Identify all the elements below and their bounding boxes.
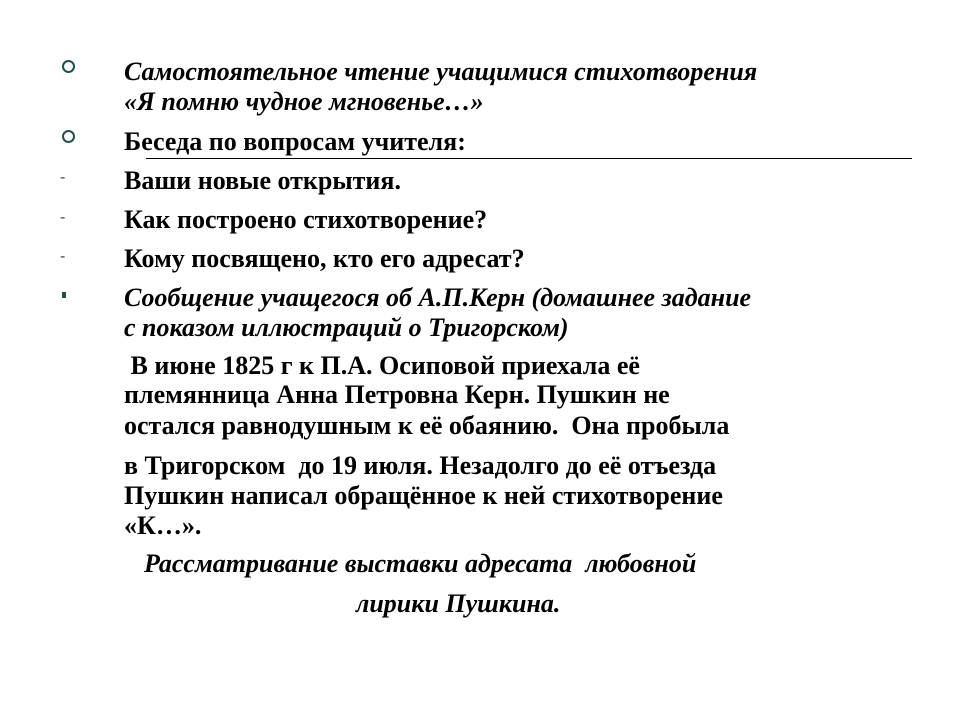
ring-bullet-icon bbox=[62, 130, 75, 143]
divider-line bbox=[146, 158, 912, 159]
item-4-line-1: Как построено стихотворение? bbox=[124, 205, 488, 234]
closing-line-1: Рассматривание выставки адресата любовной bbox=[144, 549, 697, 578]
item-1-line-2: «Я помню чудное мгновенье…» bbox=[124, 87, 484, 116]
paragraph-line-1: В июне 1825 г к П.А. Осиповой приехала её bbox=[124, 351, 640, 380]
closing-line-2: лирики Пушкина. bbox=[356, 589, 561, 618]
square-bullet-icon bbox=[62, 292, 66, 298]
dash-bullet-icon: - bbox=[60, 209, 66, 226]
item-1-line-1: Самостоятельное чтение учащимися стихотворения bbox=[124, 57, 758, 86]
item-6-line-2: с показом иллюстраций о Тригорском) bbox=[124, 313, 569, 342]
item-2-line-1: Беседа по вопросам учителя: bbox=[124, 127, 466, 156]
paragraph-line-4: в Тригорском до 19 июля. Незадолго до её отъезда bbox=[124, 451, 717, 480]
dash-bullet-icon: - bbox=[60, 248, 66, 265]
dash-bullet-icon: - bbox=[60, 169, 66, 186]
ring-bullet-icon bbox=[62, 60, 75, 73]
paragraph-line-5: Пушкин написал обращённое к ней стихотворение bbox=[124, 481, 723, 510]
paragraph-line-6: «К…». bbox=[124, 511, 202, 540]
item-5-line-1: Кому посвящено, кто его адресат? bbox=[124, 244, 525, 273]
item-6-line-1: Сообщение учащегося об А.П.Керн (домашнее задание bbox=[124, 283, 752, 312]
paragraph-line-3: остался равнодушным к её обаянию. Она пробыла bbox=[124, 411, 730, 440]
item-3-line-1: Ваши новые открытия. bbox=[124, 166, 401, 195]
paragraph-line-2: племянница Анна Петровна Керн. Пушкин не bbox=[124, 380, 670, 409]
